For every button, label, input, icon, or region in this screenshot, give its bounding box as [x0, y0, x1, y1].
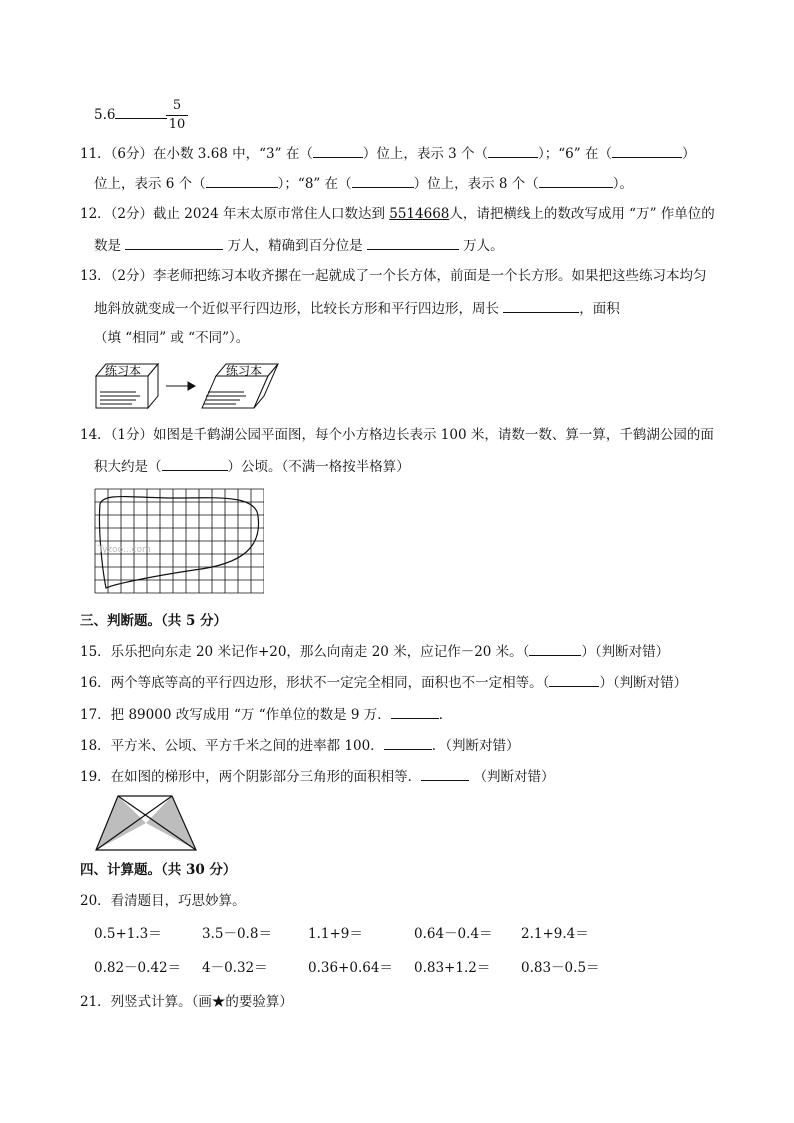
answer-blank[interactable]: [503, 298, 579, 313]
section-3-title: 三、判断题。（共 5 分）: [80, 613, 228, 629]
watermark: Tyzoo...com: [98, 545, 151, 555]
answer-blank[interactable]: [384, 735, 432, 750]
answer-blank[interactable]: [549, 672, 599, 687]
question-14-line2: 积大约是（ ）公顷。（不满一格按半格算）: [94, 456, 410, 477]
answer-blank[interactable]: [206, 173, 278, 188]
answer-blank[interactable]: [115, 104, 167, 119]
park-grid-map: [94, 488, 264, 594]
arrow-icon: [166, 382, 195, 390]
question-16: 16．两个等底等高的平行四边形，形状不一定完全相同，面积也不一定相等。（ ）（判断对错）: [80, 672, 687, 693]
question-12-line2: 数是 万人，精确到百分位是 万人。: [94, 235, 504, 256]
section-4-title: 四、计算题。（共 30 分）: [80, 862, 237, 878]
calc-item: 0.82－0.42＝: [94, 960, 182, 976]
question-19: 19．在如图的梯形中，两个阴影部分三角形的面积相等． （判断对错）: [80, 766, 554, 787]
answer-blank[interactable]: [313, 143, 363, 158]
question-13-line2: 地斜放就变成一个近似平行四边形，比较长方形和平行四边形，周长 ，面积: [94, 298, 620, 319]
answer-blank[interactable]: [488, 143, 538, 158]
answer-blank[interactable]: [529, 641, 581, 656]
calc-item: 0.64－0.4＝: [414, 926, 493, 942]
question-17: 17．把 89000 改写成用 “万 “作单位的数是 9 万． ．: [80, 704, 452, 725]
answer-blank[interactable]: [612, 143, 682, 158]
question-21: 21．列竖式计算。（画★的要验算）: [80, 994, 293, 1010]
question-13-line3: （填 “相同” 或 “不同”）。: [94, 330, 250, 346]
calc-item: 0.83+1.2＝: [414, 960, 491, 976]
answer-blank[interactable]: [539, 173, 613, 188]
question-11-line2: 位上，表示 6 个（ ）；“8” 在（ ）位上，表示 8 个（ ）。: [94, 173, 633, 194]
answer-blank[interactable]: [391, 704, 439, 719]
calc-item: 0.5+1.3＝: [94, 926, 162, 942]
prev-answer-line: 5.6: [94, 104, 167, 125]
calc-item: 4－0.32＝: [202, 960, 268, 976]
answer-blank[interactable]: [352, 173, 414, 188]
answer-blank[interactable]: [367, 235, 459, 250]
shaded-triangle-right: [146, 796, 196, 850]
question-18: 18．平方米、公顷、平方千米之间的进率都 100． ．（判断对错）: [80, 735, 520, 756]
calc-item: 0.83－0.5＝: [521, 960, 600, 976]
question-12-line1: 12．（2分）截止 2024 年末太原市常住人口数达到 5514668人，请把横线上的数改写成用 “万” 作单位的: [80, 206, 715, 222]
shaded-triangle-left: [96, 796, 146, 850]
calc-item: 2.1+9.4＝: [521, 926, 589, 942]
question-13-line1: 13．（2分）李老师把练习本收齐摞在一起就成了一个长方体，前面是一个长方形。如果把这些练习本均匀: [80, 268, 707, 284]
notebook-label: 练习本: [226, 364, 263, 378]
trapezoid-figure: [94, 794, 198, 854]
population-number: 5514668: [389, 206, 450, 222]
notebook-label: 练习本: [105, 364, 142, 378]
answer-blank[interactable]: [162, 456, 228, 471]
lake-outline: [99, 497, 258, 589]
question-11-line1: 11．（6分）在小数 3.68 中，“3” 在（ ）位上，表示 3 个（ ）；“6” 在（ ）: [80, 143, 695, 164]
calc-item: 1.1+9＝: [308, 926, 363, 942]
notebook-figure: [92, 358, 282, 414]
question-15: 15．乐乐把向东走 20 米记作+20，那么向南走 20 米，应记作－20 米。（ ）（判断对错）: [80, 641, 669, 662]
answer-blank[interactable]: [421, 766, 469, 781]
calc-item: 3.5－0.8＝: [202, 926, 272, 942]
answer-blank[interactable]: [125, 235, 223, 250]
calc-item: 0.36+0.64＝: [308, 960, 393, 976]
question-20-title: 20．看清题目，巧思妙算。: [80, 893, 246, 909]
question-14-line1: 14．（1分）如图是千鹤湖公园平面图，每个小方格边长表示 100 米，请数一数、算一算，千鹤湖公园的面: [80, 427, 714, 443]
fraction: 5 10: [166, 98, 188, 133]
